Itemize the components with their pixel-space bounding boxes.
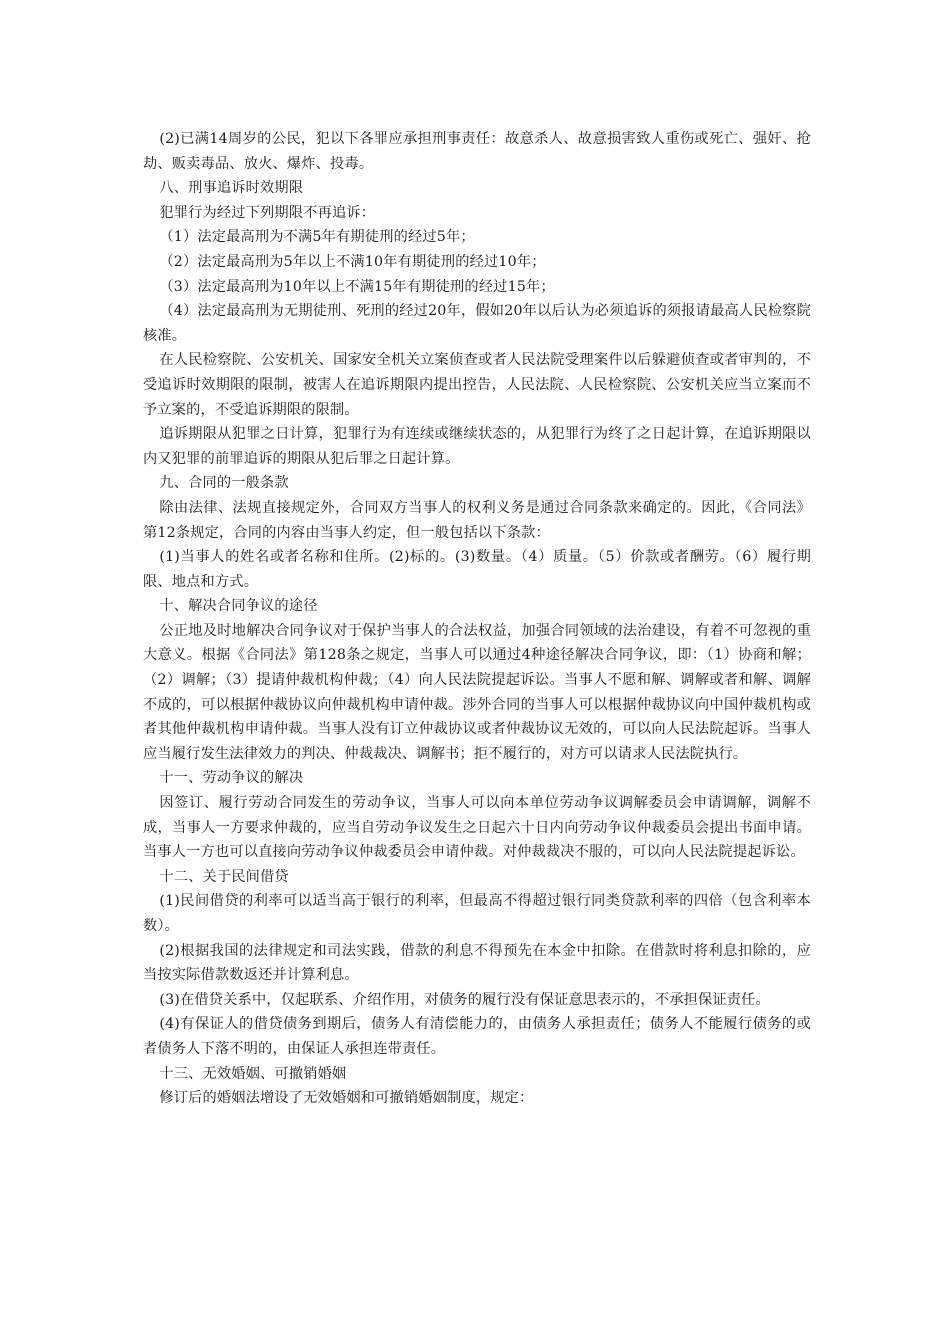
list-item: (2)根据我国的法律规定和司法实践，借款的利息不得预先在本金中扣除。在借款时将利息扣除的，应当按实际借款数返还并计算利息。 <box>143 942 811 984</box>
list-item: (1)当事人的姓名或者名称和住所。(2)标的。(3)数量。（4）质量。（5）价款或者酬劳。（6）履行期限、地点和方式。 <box>143 549 811 590</box>
paragraph: 公正地及时地解决合同争议对于保护当事人的合法权益，加强合同领域的法治建设，有着不可忽视的重大意义。根据《合同法》第128条之规定，当事人可以通过4种途径解决合同争议，即：（1）协商和解；（2）调解；（3）提请仲裁机构仲裁；（4）向人民法院提起诉讼。当事人不愿和解、调解或者和解、调解不成的，可以根据仲裁协议向仲裁机构申请仲裁。涉外合同的当事人可以根据仲裁协议向中国仲裁机构或者其他仲裁机构申请仲裁。当事人没有订立仲裁协议或者仲裁协议无效的，可以向人民法院起诉。当事人应当履行发生法律效力的判决、仲裁裁决、调解书；拒不履行的，对方可以请求人民法院执行。 <box>143 622 811 762</box>
section-heading-10: 十、解决合同争议的途径 <box>159 598 318 615</box>
section-heading-9: 九、合同的一般条款 <box>159 475 289 492</box>
paragraph: 在人民检察院、公安机关、国家安全机关立案侦查或者人民法院受理案件以后躲避侦查或者审判的，不受追诉时效期限的限制，被害人在追诉期限内提出控告，人民法院、人民检察院、公安机关应当立案而不予立案的，不受追诉期限的限制。 <box>143 352 811 418</box>
document-page <box>143 127 811 1111</box>
list-item: (3)在借贷关系中，仅起联系、介绍作用，对债务的履行没有保证意思表示的，不承担保证责任。 <box>159 991 770 1008</box>
paragraph: 修订后的婚姻法增设了无效婚姻和可撤销婚姻制度，规定： <box>159 1090 534 1107</box>
paragraph: 犯罪行为经过下列期限不再追诉： <box>159 204 376 221</box>
section-heading-12: 十二、关于民间借贷 <box>159 868 289 885</box>
paragraph: 除由法律、法规直接规定外，合同双方当事人的权利义务是通过合同条款来确定的。因此，《合同法》第12条规定，合同的内容由当事人约定，但一般包括以下条款： <box>143 499 811 541</box>
list-item: （1）法定最高刑为不满5年有期徒刑的经过5年； <box>159 229 475 246</box>
paragraph-criminal-responsibility-14: (2)已满14周岁的公民，犯以下各罪应承担刑事责任：故意杀人、故意损害致人重伤或死亡、强奸、抢劫、贩卖毒品、放火、爆炸、投毒。 <box>143 131 811 172</box>
list-item: （4）法定最高刑为无期徒刑、死刑的经过20年，假如20年以后认为必须追诉的须报请最高人民检察院核准。 <box>143 303 811 344</box>
list-item: (4)有保证人的借贷债务到期后，债务人有清偿能力的，由债务人承担责任；债务人不能履行债务的或者债务人下落不明的，由保证人承担连带责任。 <box>143 1016 811 1057</box>
section-heading-8: 八、刑事追诉时效期限 <box>159 180 304 197</box>
list-item: (1)民间借贷的利率可以适当高于银行的利率，但最高不得超过银行同类贷款利率的四倍（包含利率本数）。 <box>143 893 811 934</box>
section-heading-11: 十一、劳动争议的解决 <box>159 770 304 787</box>
paragraph: 追诉期限从犯罪之日计算，犯罪行为有连续或继续状态的，从犯罪行为终了之日起计算，在追诉期限以内又犯罪的前罪追诉的期限从犯后罪之日起计算。 <box>143 426 811 467</box>
list-item: （3）法定最高刑为10年以上不满15年有期徒刑的经过15年； <box>159 278 555 295</box>
paragraph: 因签订、履行劳动合同发生的劳动争议，当事人可以向本单位劳动争议调解委员会申请调解，调解不成，当事人一方要求仲裁的，应当自劳动争议发生之日起六十日内向劳动争议仲裁委员会提出书面申请。当事人一方也可以直接向劳动争议仲裁委员会申请仲裁。对仲裁裁决不服的，可以向人民法院提起诉讼。 <box>143 795 811 861</box>
section-heading-13: 十三、无效婚姻、可撤销婚姻 <box>159 1065 347 1082</box>
list-item: （2）法定最高刑为5年以上不满10年有期徒刑的经过10年； <box>159 253 546 270</box>
